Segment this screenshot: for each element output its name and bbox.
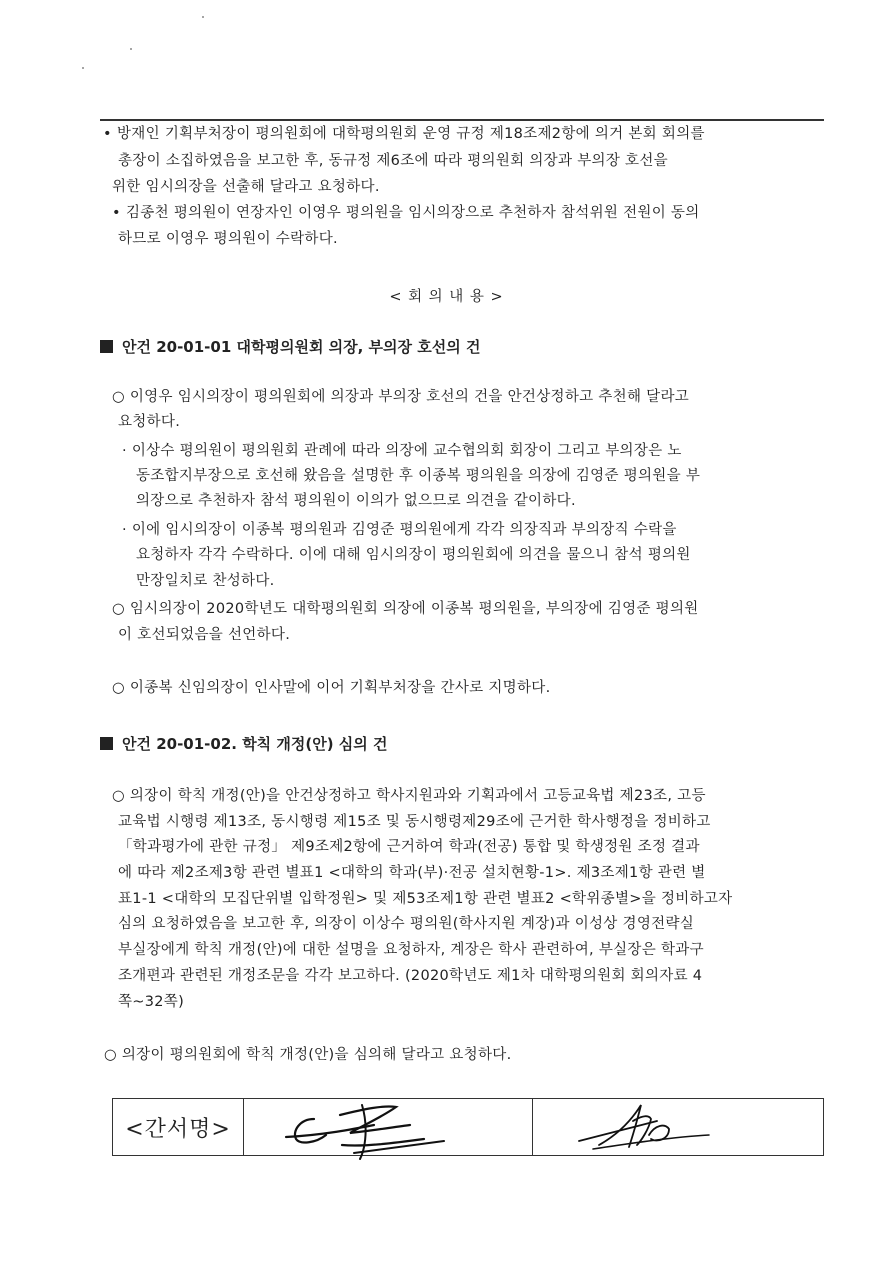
- agenda2-line: ○ 의장이 평의원회에 학칙 개정(안)을 심의해 달라고 요청하다.: [104, 1047, 512, 1063]
- signature-label-cell: [113, 1099, 244, 1155]
- agenda1-line: · 이에 임시의장이 이종복 평의원과 김영준 평의원에게 각각 의장직과 부의장직 수락을: [122, 522, 677, 538]
- agenda1-line: ○ 이종복 신임의장이 인사말에 이어 기획부처장을 간사로 지명하다.: [112, 680, 551, 696]
- signature-cell-2: [533, 1099, 823, 1155]
- handwritten-signature-icon: [533, 1085, 822, 1165]
- agenda2-line: 쪽~32쪽): [118, 994, 185, 1010]
- signature-cell-1: [244, 1099, 533, 1155]
- agenda2-line: ○ 의장이 학칙 개정(안)을 안건상정하고 학사지원과와 기획과에서 고등교육법 제23조, 고등: [112, 788, 706, 804]
- agenda1-line: 동조합지부장으로 호선해 왔음을 설명한 후 이종복 평의원을 의장에 김영준 평의원을 부: [136, 468, 701, 484]
- agenda2-line: 부실장에게 학칙 개정(안)에 대한 설명을 요청하자, 계장은 학사 관련하여, 부실장은 학과구: [118, 942, 704, 958]
- agenda2-line: 교육법 시행령 제13조, 동시행령 제15조 및 동시행령제29조에 근거한 학사행정을 정비하고: [118, 814, 711, 830]
- agenda2-line: 에 따라 제2조제3항 관련 별표1 <대학의 학과(부)·전공 설치현황-1>. 제3조제1항 관련 별: [118, 865, 706, 881]
- agenda1-line: 요청하자 각각 수락하다. 이에 대해 임시의장이 평의원회에 의견을 물으니 참석 평의원: [136, 547, 691, 563]
- handwritten-signature-icon: [244, 1085, 532, 1165]
- square-bullet-icon: [100, 340, 113, 353]
- agenda1-line: · 이상수 평의원이 평의원회 관례에 따라 의장에 교수협의회 회장이 그리고 부의장은 노: [122, 443, 682, 459]
- scan-speck: [130, 48, 132, 50]
- agenda1-title: 안건 20-01-01 대학평의원회 의장, 부의장 호선의 건: [100, 336, 480, 357]
- agenda1-line: 만장일치로 찬성하다.: [136, 573, 275, 589]
- agenda2-line: 「학과평가에 관한 규정」 제9조제2항에 근거하여 학과(전공) 통합 및 학생정원 조정 결과: [118, 839, 700, 855]
- agenda2-line: 심의 요청하였음을 보고한 후, 의장이 이상수 평의원(학사지원 계장)과 이성상 경영전략실: [118, 916, 695, 932]
- intro-line-4: • 김종천 평의원이 연장자인 이영우 평의원을 임시의장으로 추천하자 참석위원 전원이 동의: [112, 205, 700, 221]
- agenda2-line: 표1-1 <대학의 모집단위별 입학정원> 및 제53조제1항 관련 별표2 <학위종별>을 정비하고자: [118, 891, 733, 907]
- signature-label: <간서명>: [125, 1116, 231, 1142]
- bullet-icon: •: [103, 126, 112, 142]
- meeting-heading: < 회 의 내 용 >: [389, 289, 504, 305]
- scan-speck: [82, 67, 84, 69]
- intro-line-2: 총장이 소집하였음을 보고한 후, 동규정 제6조에 따라 평의원회 의장과 부의장 호선을: [118, 153, 668, 169]
- bullet-icon: •: [112, 205, 121, 221]
- agenda1-line: ○ 임시의장이 2020학년도 대학평의원회 의장에 이종복 평의원을, 부의장에 김영준 평의원: [112, 601, 699, 617]
- intro-line-5: 하므로 이영우 평의원이 수락하다.: [118, 231, 338, 247]
- intro-line-3: 위한 임시의장을 선출해 달라고 요청하다.: [112, 179, 380, 195]
- agenda1-line: ○ 이영우 임시의장이 평의원회에 의장과 부의장 호선의 건을 안건상정하고 추천해 달라고: [112, 389, 690, 405]
- agenda2-line: 조개편과 관련된 개정조문을 각각 보고하다. (2020학년도 제1차 대학평의원회 회의자료 4: [118, 968, 703, 984]
- signature-table: [112, 1098, 824, 1156]
- scan-speck: [202, 16, 204, 18]
- agenda1-line: 이 호선되었음을 선언하다.: [118, 627, 291, 643]
- agenda1-line: 의장으로 추천하자 참석 평의원이 이의가 없으므로 의견을 같이하다.: [136, 493, 576, 509]
- agenda2-title: 안건 20-01-02. 학칙 개정(안) 심의 건: [100, 733, 388, 754]
- intro-line-1: • 방재인 기획부처장이 평의원회에 대학평의원회 운영 규정 제18조제2항에 의거 본회 회의를: [103, 126, 705, 142]
- top-rule: [100, 119, 824, 121]
- agenda1-line: 요청하다.: [118, 414, 181, 430]
- square-bullet-icon: [100, 737, 113, 750]
